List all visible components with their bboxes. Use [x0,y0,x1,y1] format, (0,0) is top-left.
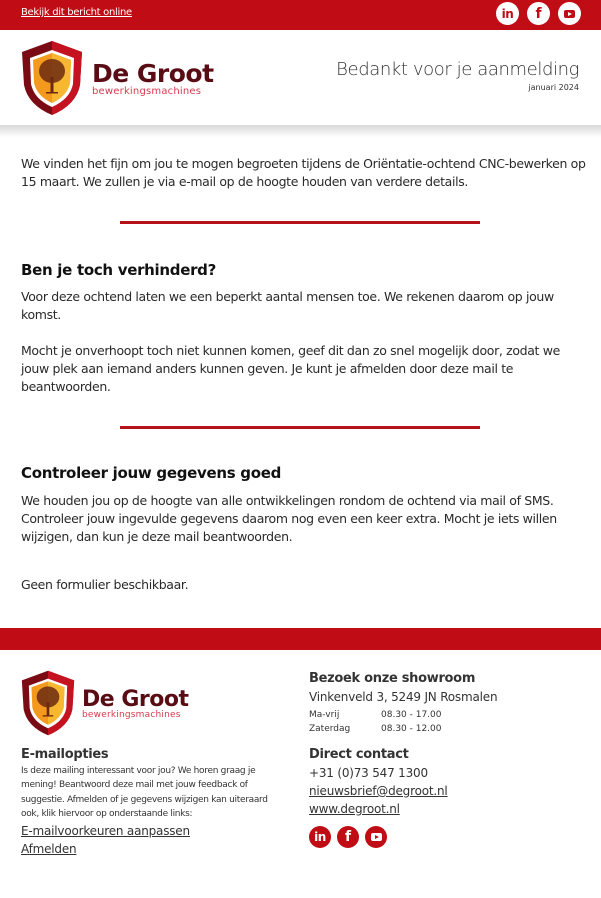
brand-name: De Groot [82,687,189,712]
brand-subtitle: bewerkingsmachines [82,710,181,720]
footer-band [0,628,601,650]
logo-wordmark [92,61,214,97]
logo-wordmark [82,688,189,720]
opening-hours [309,708,442,736]
linkedin-button[interactable] [496,2,519,25]
brand-subtitle: bewerkingsmachines [92,86,202,97]
youtube-button[interactable] [558,2,581,25]
website-link[interactable]: www.degroot.nl [309,802,400,816]
no-form-text: Geen formulier beschikbaar. [21,577,189,592]
unsubscribe-link[interactable]: Afmelden [21,842,77,856]
showroom-heading: Bezoek onze showroom [309,671,476,686]
email-date: januari 2024 [528,83,579,92]
facebook-icon: f [344,829,352,845]
intro-paragraph: We vinden het fijn om jou te mogen begroeten tijdens de Oriëntatie-ochtend CNC-bewerken op 15 maart. We zullen je via e-mail op de hoogte houden van verdere details. [21,156,586,189]
linkedin-button[interactable] [309,826,331,848]
hours-day: Ma-vrij [309,710,340,720]
hours-row [309,722,442,736]
youtube-icon [564,10,575,18]
section-divider [120,221,480,224]
shield-logo-icon [20,669,76,737]
contact-email-link[interactable]: nieuwsbrief@degroot.nl [309,784,448,798]
absent-paragraph-1: Voor deze ochtend laten we een beperkt aantal mensen toe. We rekenen daarom op jouw komst. [21,289,554,322]
youtube-icon [371,833,382,841]
company-logo[interactable] [20,39,214,117]
check-details-paragraph: We houden jou op de hoogte van alle ontwikkelingen rondom de ochtend via mail of SMS. Controleer jouw ingevulde gegevens daarom nog even een keer extra. Mocht je iets willen wijzigen, dan kun je deze mail beantwoorden. [21,493,557,544]
showroom-address: Vinkenveld 3, 5249 JN Rosmalen [309,690,498,704]
hours-row [309,708,442,722]
absent-paragraph-2: Mocht je onverhoopt toch niet kunnen komen, geef dit dan zo snel mogelijk door, zodat we jouw plek aan iemand anders kunnen geven. Je kunt je afmelden door deze mail te beantwoorden. [21,343,560,394]
linkedin-icon: in [314,830,326,844]
social-links-top [496,2,581,25]
linkedin-icon: in [501,6,514,21]
email-preferences-link[interactable]: E-mailvoorkeuren aanpassen [21,824,190,838]
hours-day: Zaterdag [309,724,351,734]
footer-logo[interactable] [20,669,189,737]
facebook-icon: f [535,5,542,22]
top-bar [0,0,601,30]
contact-heading: Direct contact [309,747,409,762]
view-online-link[interactable]: Bekijk dit bericht online [21,7,132,18]
email-options-heading: E-mailopties [21,747,109,762]
hours-time: 08.30 - 17.00 [381,710,442,720]
brand-name: De Groot [92,59,214,88]
section-heading-absent: Ben je toch verhinderd? [21,261,217,279]
facebook-button[interactable] [527,2,550,25]
email-title: Bedankt voor je aanmelding [336,59,579,80]
youtube-button[interactable] [365,826,387,848]
section-heading-check-details: Controleer jouw gegevens goed [21,464,282,482]
section-divider [120,426,480,429]
contact-phone[interactable]: +31 (0)73 547 1300 [309,766,428,780]
social-links-footer [309,826,387,848]
shield-logo-icon [20,39,84,117]
hours-time: 08.30 - 12.00 [381,724,442,734]
email-options-text: Is deze mailing interessant voor jou? We horen graag je mening! Beantwoord deze mail met jouw feedback of suggestie. Afmelden of je gegevens wijzigen kan uiteraard ook, klik hiervoor op onderstaande links: [21,766,268,819]
facebook-button[interactable] [337,826,359,848]
header-shadow [0,125,601,137]
